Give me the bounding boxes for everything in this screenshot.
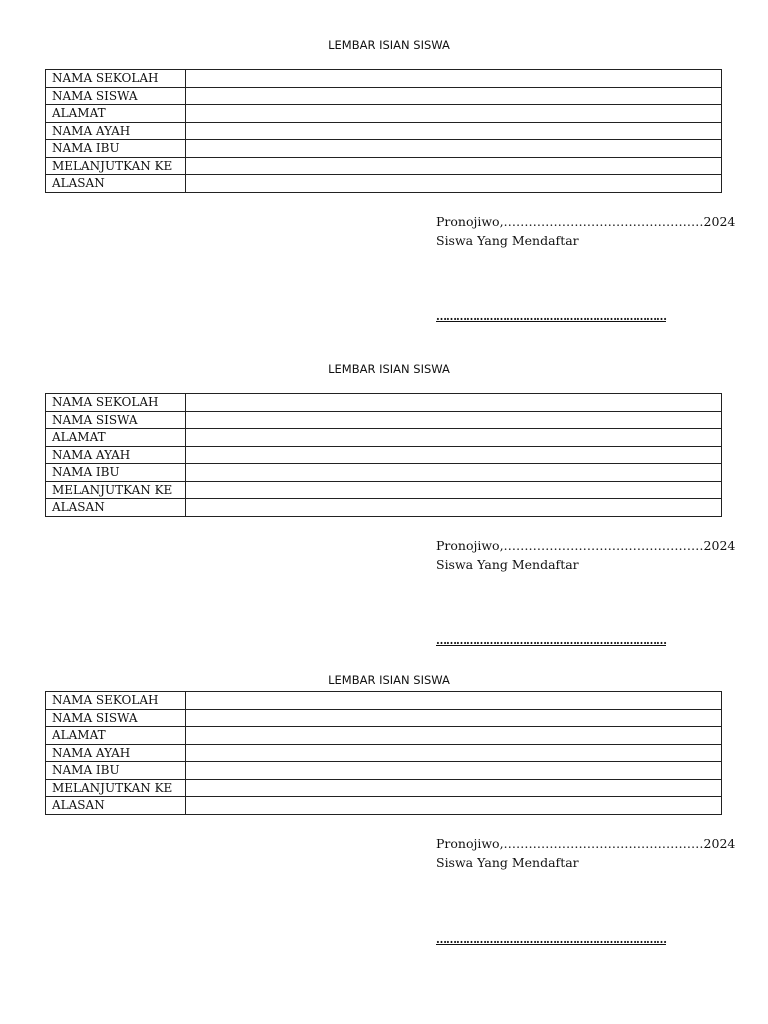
field-label: NAMA IBU: [46, 140, 186, 158]
field-value-cell[interactable]: [186, 87, 722, 105]
field-value-cell[interactable]: [186, 175, 722, 193]
field-value-cell[interactable]: [186, 394, 722, 412]
field-value-cell[interactable]: [186, 744, 722, 762]
field-label: NAMA SISWA: [46, 411, 186, 429]
table-row: [46, 122, 722, 140]
signer-role: Siswa Yang Mendaftar: [436, 855, 579, 870]
table-row: [46, 464, 722, 482]
field-label: NAMA IBU: [46, 464, 186, 482]
table-row: [46, 481, 722, 499]
signature-line: ……………………………………………………………: [436, 634, 666, 647]
field-value-cell[interactable]: [186, 70, 722, 88]
place-date-line: Pronojiwo,…………………………………………2024: [436, 538, 736, 553]
table-row: [46, 446, 722, 464]
student-info-table: [45, 691, 722, 815]
table-row: [46, 105, 722, 123]
table-row: [46, 797, 722, 815]
field-value-cell[interactable]: [186, 481, 722, 499]
field-value-cell[interactable]: [186, 779, 722, 797]
place-date-line: Pronojiwo,…………………………………………2024: [436, 836, 736, 851]
field-label: NAMA IBU: [46, 762, 186, 780]
field-label: ALASAN: [46, 797, 186, 815]
field-value-cell[interactable]: [186, 105, 722, 123]
form-title: LEMBAR ISIAN SISWA: [328, 673, 450, 687]
table-row: [46, 87, 722, 105]
field-value-cell[interactable]: [186, 411, 722, 429]
field-value-cell[interactable]: [186, 157, 722, 175]
student-info-table: [45, 393, 722, 517]
field-label: NAMA SEKOLAH: [46, 692, 186, 710]
field-label: ALAMAT: [46, 105, 186, 123]
table-row: [46, 411, 722, 429]
field-value-cell[interactable]: [186, 429, 722, 447]
table-row: [46, 709, 722, 727]
table-row: [46, 744, 722, 762]
field-value-cell[interactable]: [186, 122, 722, 140]
field-value-cell[interactable]: [186, 464, 722, 482]
field-value-cell[interactable]: [186, 499, 722, 517]
field-label: MELANJUTKAN KE: [46, 481, 186, 499]
field-value-cell[interactable]: [186, 709, 722, 727]
field-label: ALAMAT: [46, 429, 186, 447]
table-row: [46, 779, 722, 797]
table-row: [46, 70, 722, 88]
field-value-cell[interactable]: [186, 692, 722, 710]
form-title: LEMBAR ISIAN SISWA: [328, 362, 450, 376]
table-row: [46, 499, 722, 517]
field-label: NAMA AYAH: [46, 744, 186, 762]
field-value-cell[interactable]: [186, 140, 722, 158]
field-label: ALASAN: [46, 499, 186, 517]
field-label: NAMA SISWA: [46, 87, 186, 105]
field-label: ALASAN: [46, 175, 186, 193]
signer-role: Siswa Yang Mendaftar: [436, 557, 579, 572]
field-label: NAMA SISWA: [46, 709, 186, 727]
field-label: NAMA SEKOLAH: [46, 70, 186, 88]
signature-line: ……………………………………………………………: [436, 933, 666, 946]
table-row: [46, 727, 722, 745]
place-date-line: Pronojiwo,…………………………………………2024: [436, 214, 736, 229]
field-label: NAMA AYAH: [46, 122, 186, 140]
table-row: [46, 140, 722, 158]
student-info-table: [45, 69, 722, 193]
field-value-cell[interactable]: [186, 446, 722, 464]
table-row: [46, 762, 722, 780]
field-label: NAMA AYAH: [46, 446, 186, 464]
table-row: [46, 692, 722, 710]
field-label: MELANJUTKAN KE: [46, 157, 186, 175]
field-value-cell[interactable]: [186, 727, 722, 745]
table-row: [46, 157, 722, 175]
field-value-cell[interactable]: [186, 797, 722, 815]
signer-role: Siswa Yang Mendaftar: [436, 233, 579, 248]
field-label: NAMA SEKOLAH: [46, 394, 186, 412]
field-label: ALAMAT: [46, 727, 186, 745]
form-title: LEMBAR ISIAN SISWA: [328, 38, 450, 52]
table-row: [46, 175, 722, 193]
signature-line: ……………………………………………………………: [436, 310, 666, 323]
table-row: [46, 429, 722, 447]
field-label: MELANJUTKAN KE: [46, 779, 186, 797]
field-value-cell[interactable]: [186, 762, 722, 780]
table-row: [46, 394, 722, 412]
